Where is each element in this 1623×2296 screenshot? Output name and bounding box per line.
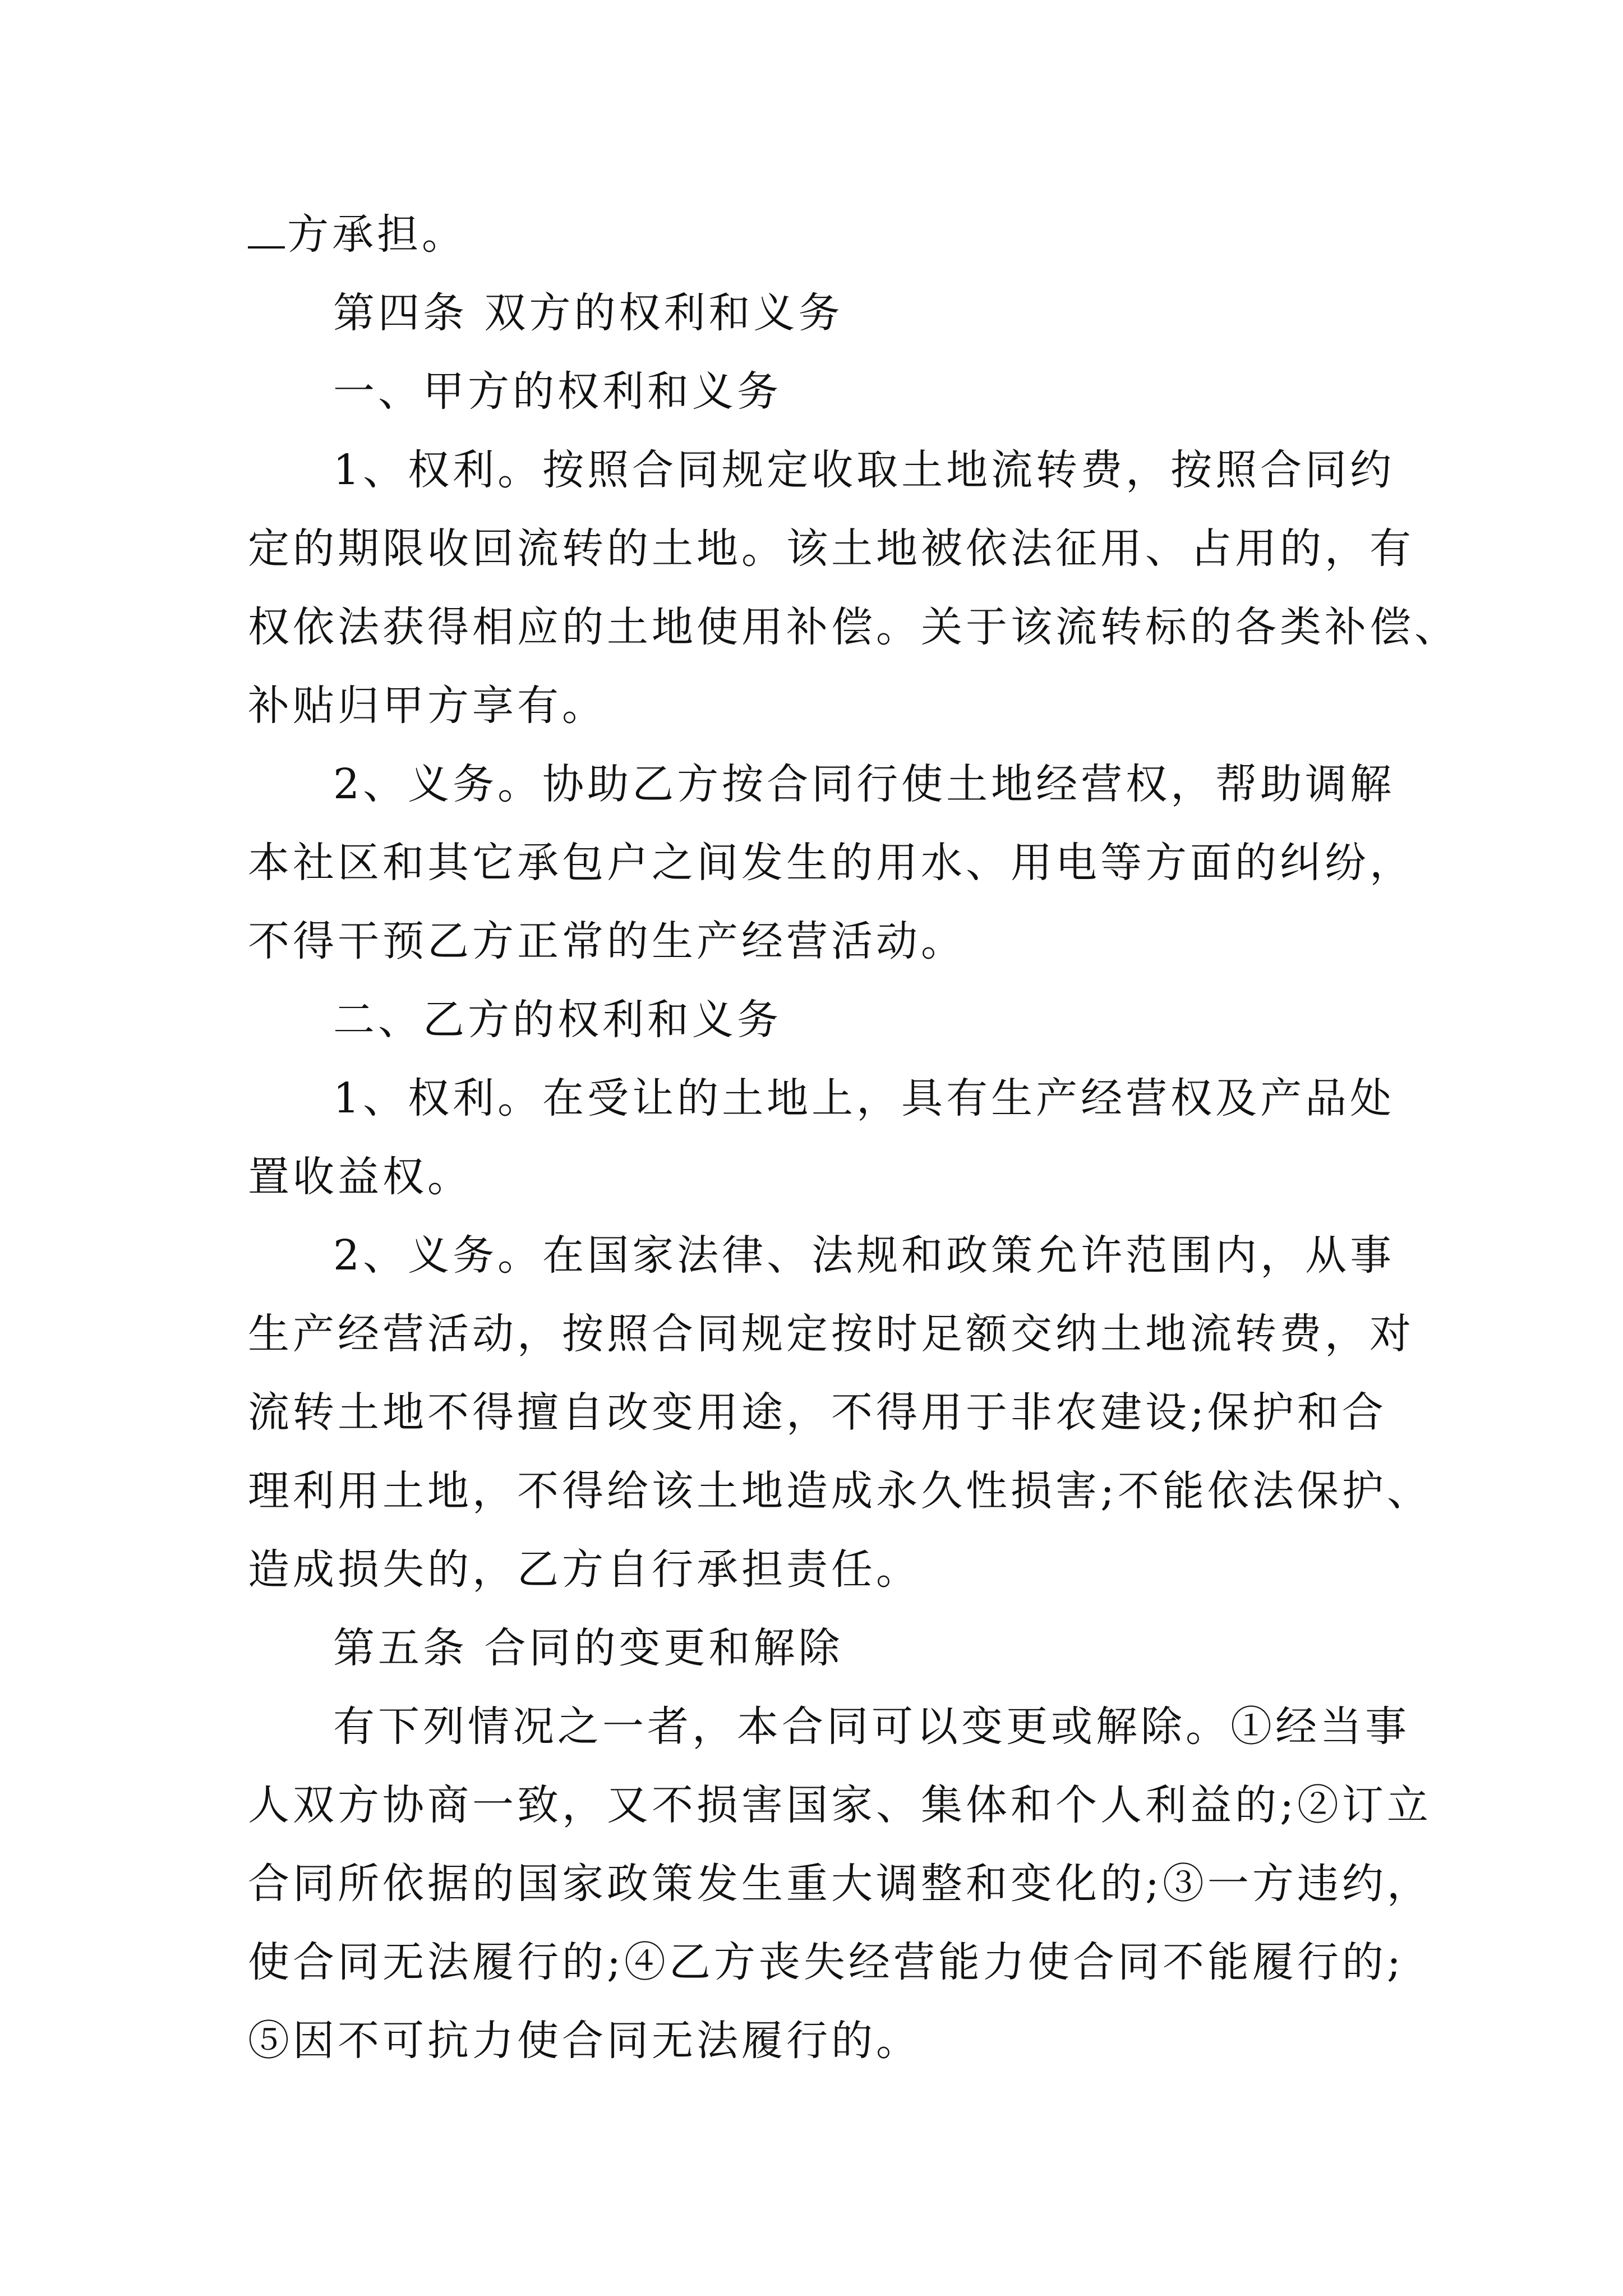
paragraph-line: 生产经营活动，按照合同规定按时足额交纳土地流转费，对 [248,1310,1414,1358]
paragraph-line: 理利用土地，不得给该土地造成永久性损害;不能依法保护、 [248,1467,1432,1515]
section-party-b-heading: 二、乙方的权利和义务 [333,996,782,1044]
paragraph-line: 造成损失的，乙方自行承担责任。 [248,1545,921,1594]
paragraph-line: 使合同无法履行的;④乙方丧失经营能力使合同不能履行的; [248,1938,1404,1986]
paragraph-line: 补贴归甲方享有。 [248,682,607,730]
paragraph-line: 1、权利。在受让的土地上，具有生产经营权及产品处 [333,1074,1395,1122]
paragraph-line: 定的期限收回流转的土地。该土地被依法征用、占用的，有 [248,524,1414,573]
fill-in-blank [248,211,285,249]
paragraph-line: 不得干预乙方正常的生产经营活动。 [248,917,966,965]
paragraph-line: 流转土地不得擅自改变用途，不得用于非农建设;保护和合 [248,1388,1387,1437]
paragraph-line: 权依法获得相应的土地使用补偿。关于该流转标的各类补偿、 [248,603,1459,651]
paragraph-line: 2、义务。在国家法律、法规和政策允许范围内，从事 [333,1231,1395,1280]
section-party-a-heading: 一、甲方的权利和义务 [333,367,782,416]
paragraph-line: 人双方协商一致，又不损害国家、集体和个人利益的;②订立 [248,1781,1432,1829]
paragraph-line: ⑤因不可抗力使合同无法履行的。 [248,2017,921,2065]
text-line-1 [248,206,467,263]
paragraph-line: 置收益权。 [248,1153,472,1201]
paragraph-line: 2、义务。协助乙方按合同行使土地经营权，帮助调解 [333,760,1395,808]
paragraph-line: 有下列情况之一者，本合同可以变更或解除。①经当事 [333,1703,1410,1751]
paragraph-line: 合同所依据的国家政策发生重大调整和变化的;③一方违约， [248,1860,1432,1908]
article-4-heading: 第四条 双方的权利和义务 [333,289,843,337]
paragraph-line: 本社区和其它承包户之间发生的用水、用电等方面的纠纷， [248,839,1414,887]
article-5-heading: 第五条 合同的变更和解除 [333,1624,843,1672]
text-line-1-content: 方承担。 [287,210,467,259]
paragraph-line: 1、权利。按照合同规定收取土地流转费，按照合同约 [333,446,1395,494]
